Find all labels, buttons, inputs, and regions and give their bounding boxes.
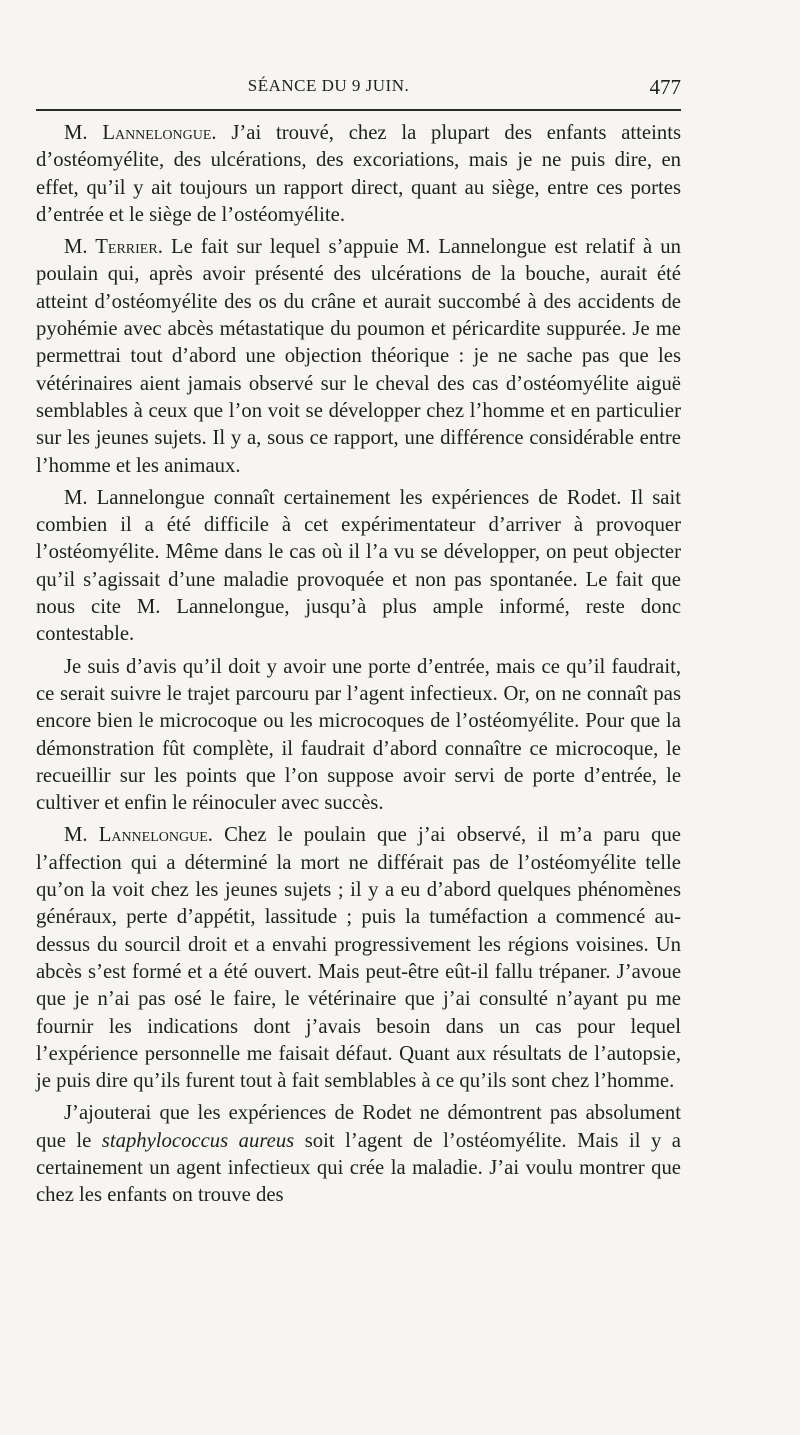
- page-header: [36, 76, 681, 102]
- running-title: SÉANCE DU 9 JUIN.: [247, 76, 410, 95]
- paragraph-text: M. Lannelongue connaît certainement les expériences de Rodet. Il sait combien il a été difficile à cet expérimentateur d’arriver à provoquer l’ostéomyélite. Même dans le cas où il l’a vu se développer, on peut objecter qu’il s’agissait d’une maladie provoquée et non pas spontanée. Le fait que nous cite M. Lannelongue, jusqu’à plus ample informé, reste donc contestable.: [36, 486, 681, 646]
- paragraph-text: Le fait sur lequel s’appuie M. Lannelongue est relatif à un poulain qui, après avoir présenté des ulcérations de la bouche, aurait été atteint d’ostéomyélite des os du crâne et aurait succombé à des accidents de pyohémie avec abcès métastatique du poumon et péricardite suppurée. Je me permettrai tout d’abord une objection théorique : je ne sache pas que les vétérinaires aient jamais observé sur le cheval des cas d’ostéomyélite aiguë semblables à ceux que l’on voit se développer chez l’homme et en particulier sur les jeunes sujets. Il y a, sous ce rapport, une différence considérable entre l’homme et les animaux.: [36, 236, 681, 477]
- speaker-name: M. Lannelongue.: [64, 824, 213, 847]
- paragraph-text: Chez le poulain que j’ai observé, il m’a paru que l’affection qui a déterminé la mort ne différait pas de l’ostéomyélite telle qu’on la voit chez les jeunes sujets ; il y a eu d’abord quelques phénomènes généraux, perte d’appétit, lassitude ; puis la tuméfaction a commencé au-dessus du sourcil droit et a envahi progressivement les régions voisines. Un abcès s’est formé et a été ouvert. Mais peut-être eût-il fallu trépaner. J’avoue que je n’ai pas osé le faire, le vétérinaire que j’ai consulté n’ayant pu me fournir les indications dont j’avais besoin dans un cas pour lequel l’expérience personnelle me faisait défaut. Quant aux résultats de l’autopsie, je puis dire qu’ils furent tout à fait semblables à ce qu’ils sont chez l’homme.: [36, 824, 681, 1093]
- speaker-name: M. Lannelongue.: [64, 122, 217, 144]
- paragraph-staphylococcus: [36, 1100, 681, 1209]
- paragraph-rodet-experiments: [36, 485, 681, 649]
- paragraph-lannelongue-2: [36, 822, 681, 1095]
- paragraph-text: soit l’agent de l’ostéomyélite. Mais il y a certainement un agent infectieux qui crée la maladie. J’ai voulu montrer que chez les enfants on trouve des: [36, 1129, 681, 1207]
- paragraph-text: J’ai trouvé, chez la plupart des enfants atteints d’ostéomyélite, des ulcérations, des excoriations, mais je ne puis dire, en effet, qu’il y ait toujours un rapport direct, quant au siège, entre ces portes d’entrée et le siège de l’ostéomyélite.: [36, 122, 681, 226]
- paragraph-lannelongue-1: [36, 120, 681, 229]
- italic-term: staphylococcus aureus: [101, 1129, 295, 1152]
- speaker-name: M. Terrier.: [64, 236, 163, 259]
- page-number: 477: [649, 75, 681, 99]
- body-text: [36, 120, 681, 1210]
- paragraph-terrier: [36, 234, 681, 480]
- paragraph-text: Je suis d’avis qu’il doit y avoir une porte d’entrée, mais ce qu’il faudrait, ce serait suivre le trajet parcouru par l’agent infectieux. Or, on ne connaît pas encore bien le microcoque ou les microcoques de l’ostéomyélite. Pour que la démonstration fût complète, il faudrait d’abord connaître ce microcoque, le recueillir sur les points que l’on suppose avoir servi de porte d’entrée, le cultiver et enfin le réinoculer avec succès.: [36, 655, 681, 815]
- header-rule: [36, 109, 681, 111]
- paragraph-text: J’ajouterai que les expériences de Rodet ne démontrent pas absolument que le: [36, 1102, 681, 1152]
- paragraph-porte-entree: [36, 654, 681, 818]
